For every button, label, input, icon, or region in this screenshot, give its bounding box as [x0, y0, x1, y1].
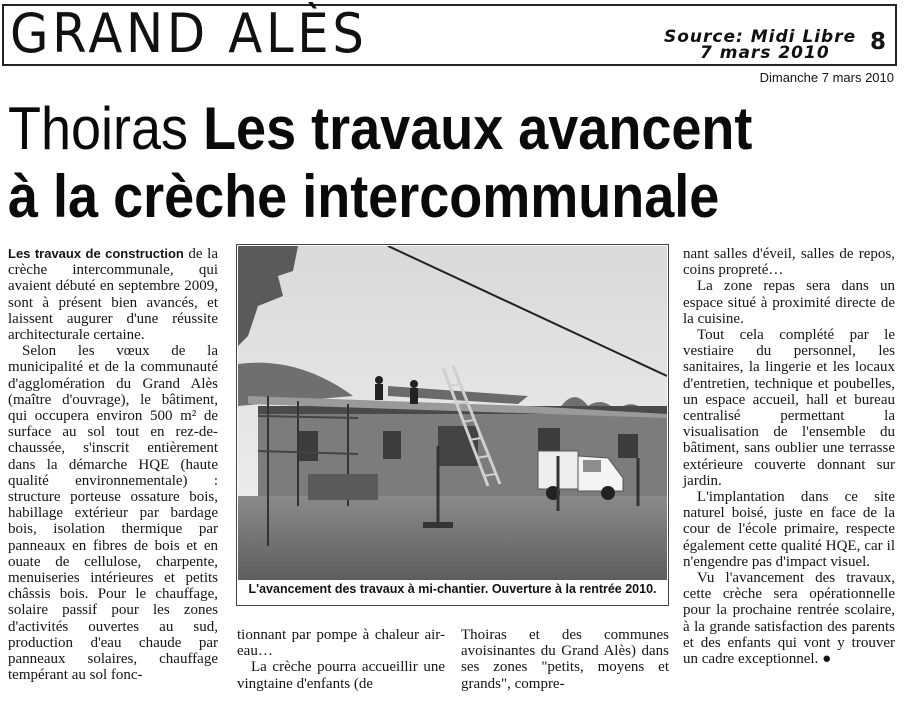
article-column-3: [461, 627, 669, 692]
publication-date: Dimanche 7 mars 2010: [759, 70, 894, 85]
article-paragraph: La zone repas sera dans un espace situé à proximité directe de la cuisine.: [683, 278, 895, 327]
headline-title-part1: Les travaux avancent: [203, 95, 753, 162]
article-paragraph: Vu l'avancement des travaux, cette crèche sera opérationnelle pour la prochaine rentrée scolaire, à la grande satisfaction des parents et des enfants qui vont y trouver un cadre exceptionnel. ●: [683, 570, 895, 668]
article-paragraph: Selon les vœux de la municipalité et de la communauté d'agglomération du Grand Alès (maître d'ouvrage), le bâtiment, qui occupera environ 500 m² de surface au sol tout en rez-de-chaussée, s'inscrit entièrement dans la démarche HQE (haute qualité environnementale) : structure porteuse ossature bois, habillage extérieur par bardage bois, isolation thermique par panneaux en fibres de bois et en ouate de cellulose, charpente, menuiseries intérieures et petits châssis bois. Pour le chauffage, solaire passif pour les zones d'activités ouvertes au sud, production d'eau chaude par panneaux solaires, chauffage tempérant au sol fonc-: [8, 343, 218, 684]
photo-caption: L'avancement des travaux à mi-chantier. Ouverture à la rentrée 2010.: [248, 582, 657, 596]
article-paragraph: tionnant par pompe à chaleur air-eau…: [237, 627, 445, 660]
page-number: 8: [870, 29, 887, 55]
headline-line-1: [8, 95, 753, 162]
article-paragraph: [8, 246, 218, 343]
article-paragraph: La crèche pourra accueillir une vingtaine d'enfants (de: [237, 659, 445, 692]
article-column-1: [8, 246, 218, 683]
section-title: GRAND ALÈS: [10, 2, 368, 65]
article-column-4: [683, 246, 895, 667]
article-lead-in: Les travaux de construction: [8, 246, 184, 261]
source-date: 7 mars 2010: [700, 43, 830, 63]
article-paragraph: Thoiras et des communes avoisinantes du Grand Alès) dans ses zones "petits, moyens et grands", compre-: [461, 627, 669, 692]
article-paragraph: nant salles d'éveil, salles de repos, coins propreté…: [683, 246, 895, 279]
article-paragraph: Tout cela complété par le vestiaire du personnel, les sanitaires, la lingerie et les locaux d'entretien, technique et poubelles, un espace accueil, hall et bureau centralisé permettant la visualisation de l'ensemble du bâtiment, sans oublier une terrasse extérieure couverte donnant sur jardin.: [683, 327, 895, 489]
headline-kicker: Thoiras: [8, 95, 189, 162]
source-credit: Source: Midi Libre: [664, 27, 857, 47]
article-column-2: [237, 627, 445, 692]
headline-title-part2: à la crèche intercommunale: [8, 163, 720, 230]
article-paragraph-text: de la crèche intercommunale, qui avaient débuté en septembre 2009, sont à présent bien avancés, et laissent augurer d'une réussite architecturale certaine.: [8, 246, 218, 344]
construction-site-photo: [238, 246, 667, 580]
article-paragraph: L'implantation dans ce site naturel boisé, juste en face de la cour de l'école primaire, respecte également cette qualité HQE, car il n'engendre pas d'impact visuel.: [683, 489, 895, 570]
